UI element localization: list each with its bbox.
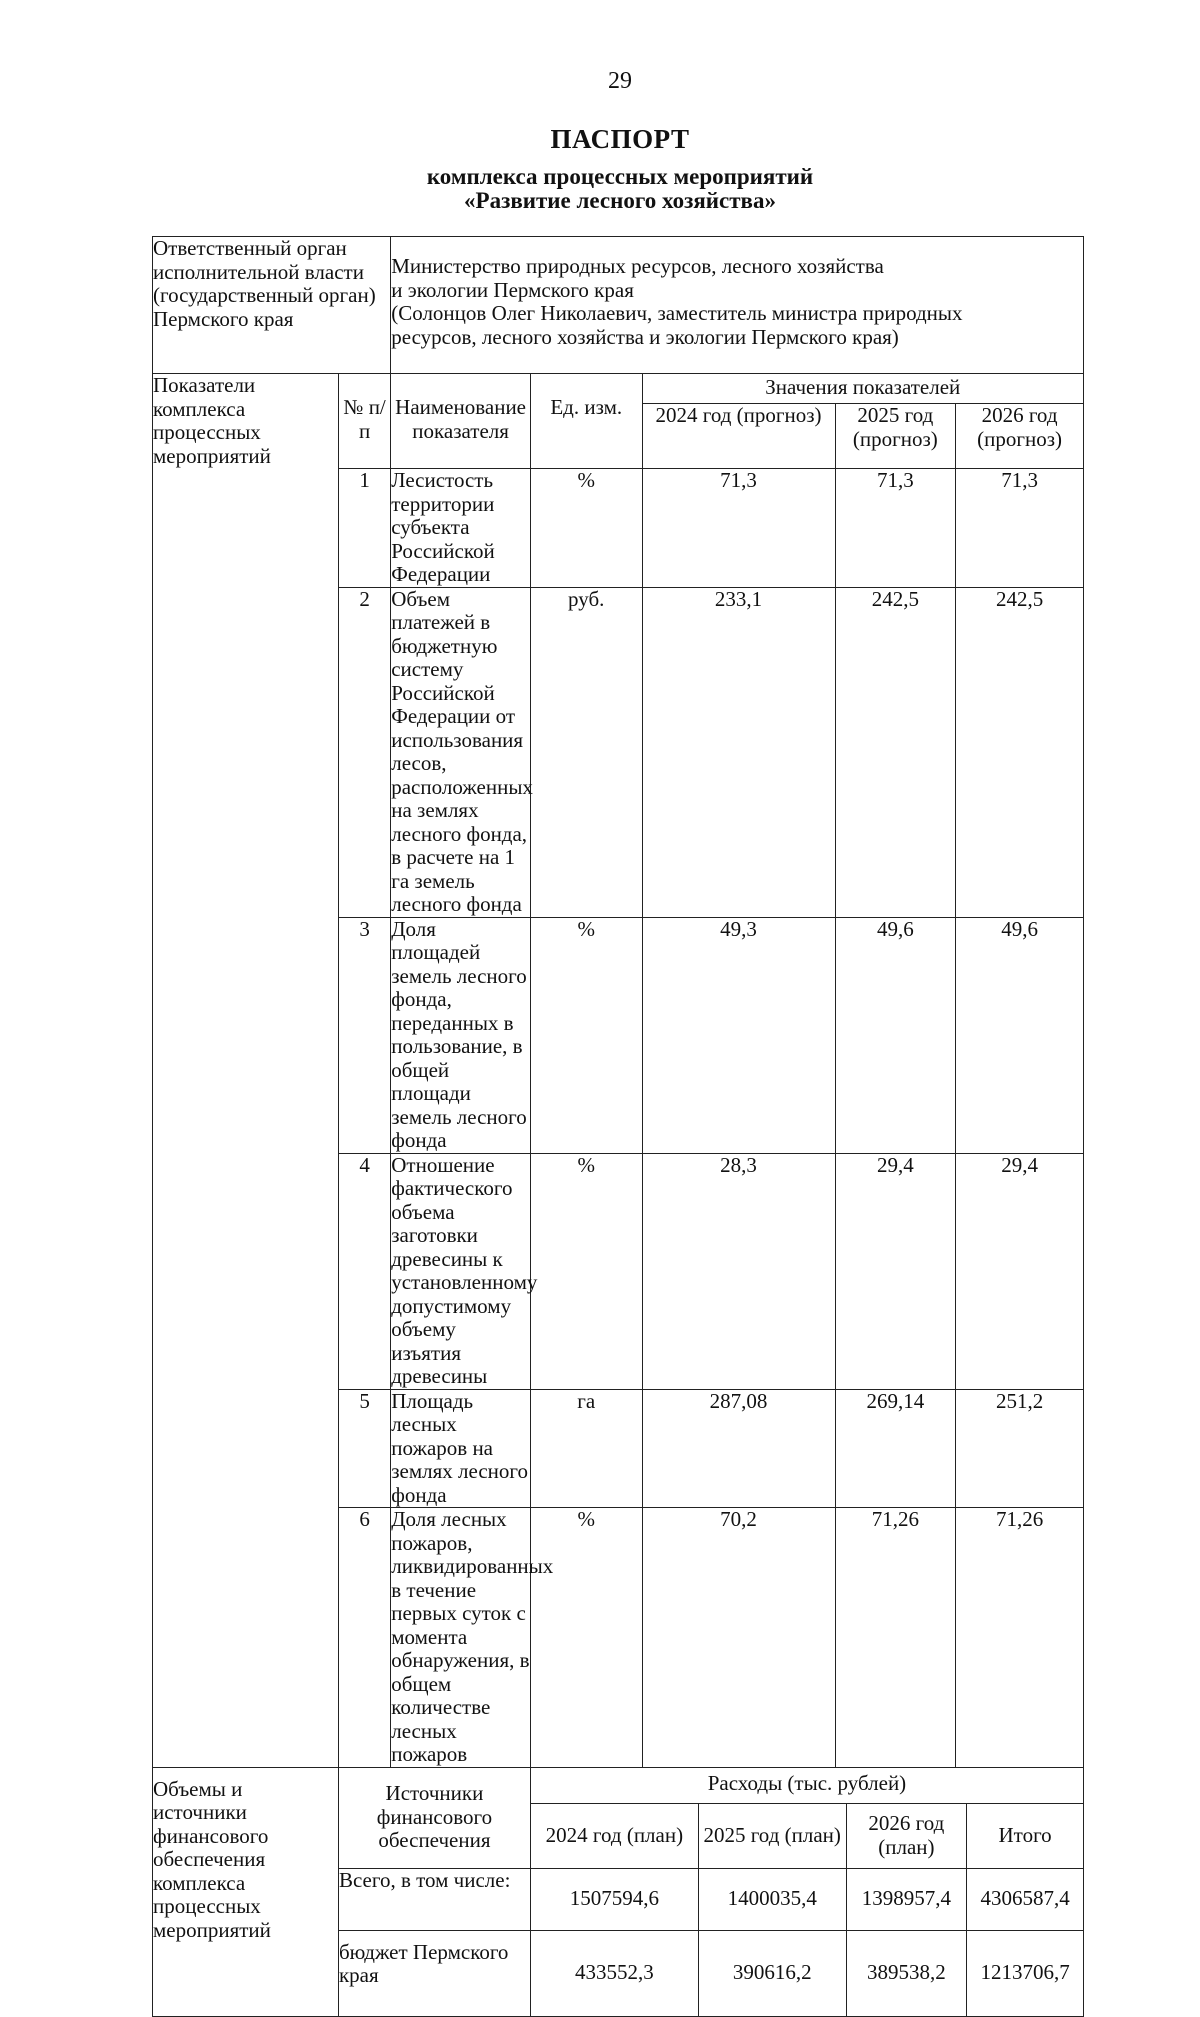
row-unit: %	[530, 469, 642, 588]
row-value-2024: 233,1	[642, 587, 835, 917]
expenses-group-header: Расходы (тыс. рублей)	[530, 1767, 1083, 1803]
row-value-2026: 71,3	[956, 469, 1084, 588]
finance-2025: 390616,2	[698, 1930, 846, 2016]
row-unit: %	[530, 1153, 642, 1389]
row-value-2025: 269,14	[835, 1389, 956, 1508]
row-name: Площадь лесных пожаров на землях лесного фонда	[391, 1389, 531, 1508]
row-unit: %	[530, 917, 642, 1153]
finance-source: бюджет Пермского края	[338, 1930, 530, 2016]
responsible-value	[391, 237, 1084, 374]
responsible-line-2: и экологии Пермского края	[391, 277, 634, 302]
finance-2025: 1400035,4	[698, 1868, 846, 1930]
row-num: 1	[338, 469, 390, 588]
document-title: ПАСПОРТ	[550, 124, 690, 154]
row-value-2026: 71,26	[956, 1508, 1084, 1768]
row-value-2024: 71,3	[642, 469, 835, 588]
responsible-label: Ответственный орган исполнительной власти (государственный орган) Пермского края	[153, 237, 391, 374]
page-number: 29	[608, 68, 632, 94]
row-name: Доля площадей земель лесного фонда, переданных в пользование, в общей площади земель лесного фонда	[391, 917, 531, 1153]
passport-table	[152, 236, 1084, 2017]
col-total-header: Итого	[967, 1803, 1084, 1868]
row-unit: га	[530, 1389, 642, 1508]
col-num-header: № п/п	[338, 374, 390, 469]
subtitle-line-2: «Развитие лесного хозяйства»	[464, 188, 776, 213]
row-value-2025: 242,5	[835, 587, 956, 917]
col-year-2026-header: 2026 год (прогноз)	[956, 404, 1084, 469]
subtitle-line-1: комплекса процессных мероприятий	[426, 164, 814, 189]
finance-2024: 1507594,6	[530, 1868, 698, 1930]
responsible-line-1: Министерство природных ресурсов, лесного хозяйства	[391, 254, 884, 278]
row-value-2024: 49,3	[642, 917, 835, 1153]
document-subtitle	[0, 165, 1200, 213]
responsible-line-3: (Солонцов Олег Николаевич, заместитель министра природных	[391, 301, 963, 325]
row-name: Лесистость территории субъекта Российской Федерации	[391, 469, 531, 588]
row-num: 4	[338, 1153, 390, 1389]
row-value-2025: 71,26	[835, 1508, 956, 1768]
finance-label: Объемы и источники финансового обеспечения комплекса процессных мероприятий	[153, 1767, 339, 2016]
finance-2026: 1398957,4	[846, 1868, 967, 1930]
indicators-label: Показатели комплекса процессных мероприятий	[153, 374, 339, 1768]
row-name: Доля лесных пожаров, ликвидированных в течение первых суток с момента обнаружения, в общем количестве лесных пожаров	[391, 1507, 554, 1766]
row-num: 6	[338, 1508, 390, 1768]
row-value-2025: 49,6	[835, 917, 956, 1153]
col-name-header: Наименование показателя	[391, 374, 531, 469]
row-unit: %	[530, 1508, 642, 1768]
row-value-2024: 287,08	[642, 1389, 835, 1508]
col-source-header: Источники финансового обеспечения	[338, 1767, 530, 1868]
row-value-2024: 28,3	[642, 1153, 835, 1389]
row-name: Объем платежей в бюджетную систему Российской Федерации от использования лесов, расположенных на землях лесного фонда, в расчете на 1 га земель лесного фонда	[391, 586, 533, 916]
col-plan-2025-header: 2025 год (план)	[698, 1803, 846, 1868]
col-plan-2026-header: 2026 год (план)	[846, 1803, 967, 1868]
row-value-2024: 70,2	[642, 1508, 835, 1768]
row-num: 3	[338, 917, 390, 1153]
row-value-2026: 251,2	[956, 1389, 1084, 1508]
col-unit-header: Ед. изм.	[530, 374, 642, 469]
col-plan-2024-header: 2024 год (план)	[530, 1803, 698, 1868]
row-value-2025: 29,4	[835, 1153, 956, 1389]
row-value-2026: 49,6	[956, 917, 1084, 1153]
finance-total: 4306587,4	[967, 1868, 1084, 1930]
row-value-2026: 242,5	[956, 587, 1084, 917]
row-value-2025: 71,3	[835, 469, 956, 588]
finance-2026: 389538,2	[846, 1930, 967, 2016]
finance-source: Всего, в том числе:	[338, 1868, 530, 1930]
row-num: 5	[338, 1389, 390, 1508]
row-value-2026: 29,4	[956, 1153, 1084, 1389]
row-unit: руб.	[530, 587, 642, 917]
values-group-header: Значения показателей	[642, 374, 1083, 404]
row-name: Отношение фактического объема заготовки древесины к установленному допустимому объему изъятия древесины	[391, 1152, 538, 1388]
finance-2024: 433552,3	[530, 1930, 698, 2016]
responsible-line-4: ресурсов, лесного хозяйства и экологии Пермского края)	[391, 324, 899, 349]
col-year-2024-header: 2024 год (прогноз)	[642, 404, 835, 469]
row-num: 2	[338, 587, 390, 917]
finance-total: 1213706,7	[967, 1930, 1084, 2016]
col-year-2025-header: 2025 год (прогноз)	[835, 404, 956, 469]
